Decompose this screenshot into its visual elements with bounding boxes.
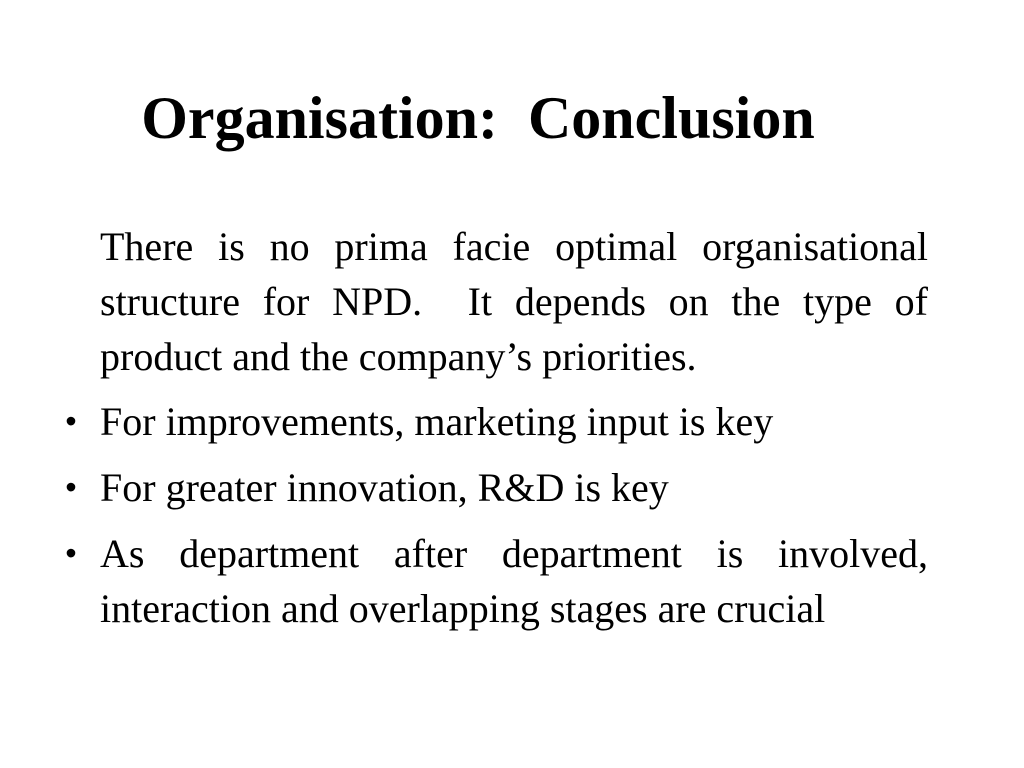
slide-body <box>56 219 938 636</box>
bullet-item <box>56 526 928 636</box>
bullet-icon: • <box>65 469 77 505</box>
bullet-text: As department after department is involved, interaction and overlapping stages are crucial <box>100 531 928 631</box>
bullet-text: For greater innovation, R&D is key <box>100 465 669 510</box>
bullet-icon: • <box>65 535 77 571</box>
bullet-item <box>56 460 928 515</box>
intro-paragraph: There is no prima facie optimal organisational structure for NPD. It depends on the type of product and the company’s priorities. <box>100 224 938 379</box>
bullet-text: For improvements, marketing input is key <box>100 399 774 444</box>
slide-title: Organisation: Conclusion <box>141 85 815 151</box>
bullet-item <box>56 394 928 449</box>
bullet-list <box>56 394 928 636</box>
bullet-icon: • <box>65 403 77 439</box>
